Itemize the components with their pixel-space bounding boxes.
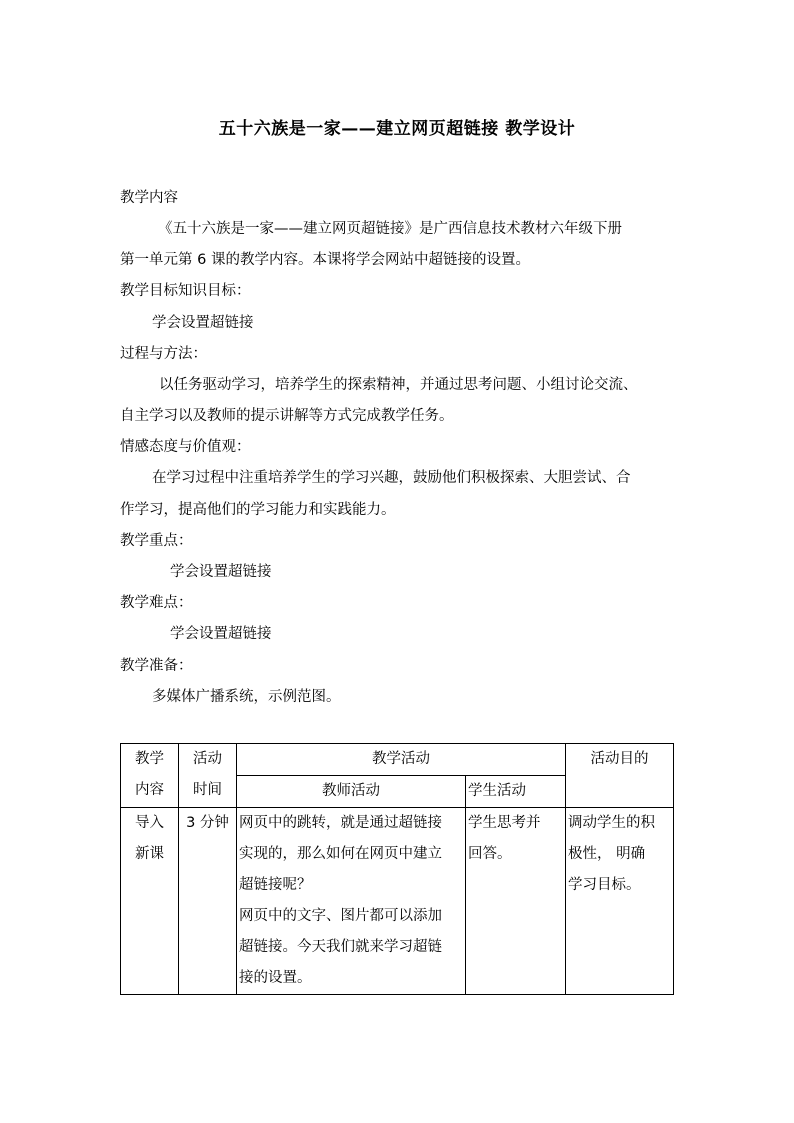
- table-row: [121, 808, 674, 995]
- header-student-activity: 学生活动: [466, 776, 566, 808]
- row-activity-purpose: [566, 808, 674, 995]
- teacher-activity-line: 网页中的跳转，就是通过超链接: [239, 815, 442, 831]
- row-teaching-content: [121, 808, 179, 995]
- header-activity-time-line-1: 活动: [193, 751, 222, 767]
- row-student-activity: [466, 808, 566, 995]
- header-teacher-activity: 教师活动: [237, 776, 466, 808]
- student-activity-line: 学生思考并: [468, 815, 541, 831]
- header-teaching-content-line-2: 内容: [135, 782, 164, 798]
- process-paragraph-line-1: 以任务驱动学习，培养学生的探索精神，并通过思考问题、小组讨论交流、: [159, 377, 638, 393]
- process-heading: 过程与方法：: [120, 346, 207, 362]
- header-teaching-content-line-1: 教学: [135, 751, 164, 767]
- emotion-paragraph-line-1: 在学习过程中注重培养学生的学习兴趣，鼓励他们积极探索、大胆尝试、合: [152, 470, 631, 486]
- content-paragraph-line-2: 第一单元第 6 课的教学内容。本课将学会网站中超链接的设置。: [120, 252, 530, 268]
- teacher-activity-line: 实现的，那么如何在网页中建立: [239, 846, 442, 862]
- teacher-activity-line: 接的设置。: [239, 970, 312, 986]
- teacher-activity-line: 超链接。今天我们就来学习超链: [239, 939, 442, 955]
- content-paragraph-line-1: 《五十六族是一家——建立网页超链接》是广西信息技术教材六年级下册: [158, 221, 622, 237]
- key-point-text: 学会设置超链接: [170, 564, 272, 580]
- document-title: 五十六族是一家——建立网页超链接 教学设计: [218, 119, 576, 139]
- purpose-line: 调动学生的积: [568, 815, 655, 831]
- preparation-text: 多媒体广播系统，示例范图。: [152, 689, 341, 705]
- header-activity-time-line-2: 时间: [193, 782, 222, 798]
- preparation-heading: 教学准备：: [120, 658, 193, 674]
- emotion-paragraph-line-2: 作学习，提高他们的学习能力和实践能力。: [120, 502, 396, 518]
- difficulty-heading: 教学难点：: [120, 595, 193, 611]
- process-paragraph-line-2: 自主学习以及教师的提示讲解等方式完成教学任务。: [120, 408, 454, 424]
- lesson-activity-table: [120, 743, 674, 995]
- header-teaching-content: [121, 744, 179, 808]
- key-point-heading: 教学重点：: [120, 533, 193, 549]
- goal-text: 学会设置超链接: [152, 315, 254, 331]
- row-teacher-activity: [237, 808, 466, 995]
- purpose-line: 学习目标。: [568, 877, 641, 893]
- header-teaching-activity: 教学活动: [237, 744, 566, 776]
- goal-heading: 教学目标知识目标：: [120, 283, 251, 299]
- table-header-row-1: [121, 744, 674, 776]
- header-activity-purpose: 活动目的: [566, 744, 674, 808]
- purpose-line: 极性， 明确: [568, 846, 646, 862]
- emotion-heading: 情感态度与价值观：: [120, 439, 251, 455]
- teacher-activity-line: 网页中的文字、图片都可以添加: [239, 908, 442, 924]
- row-teaching-content-line-1: 导入: [135, 815, 164, 831]
- row-teaching-content-line-2: 新课: [135, 846, 164, 862]
- row-activity-time: 3 分钟: [179, 808, 237, 995]
- content-heading: 教学内容: [120, 190, 178, 206]
- student-activity-line: 回答。: [468, 846, 512, 862]
- teacher-activity-line: 超链接呢？: [239, 877, 312, 893]
- header-activity-time: [179, 744, 237, 808]
- difficulty-text: 学会设置超链接: [170, 626, 272, 642]
